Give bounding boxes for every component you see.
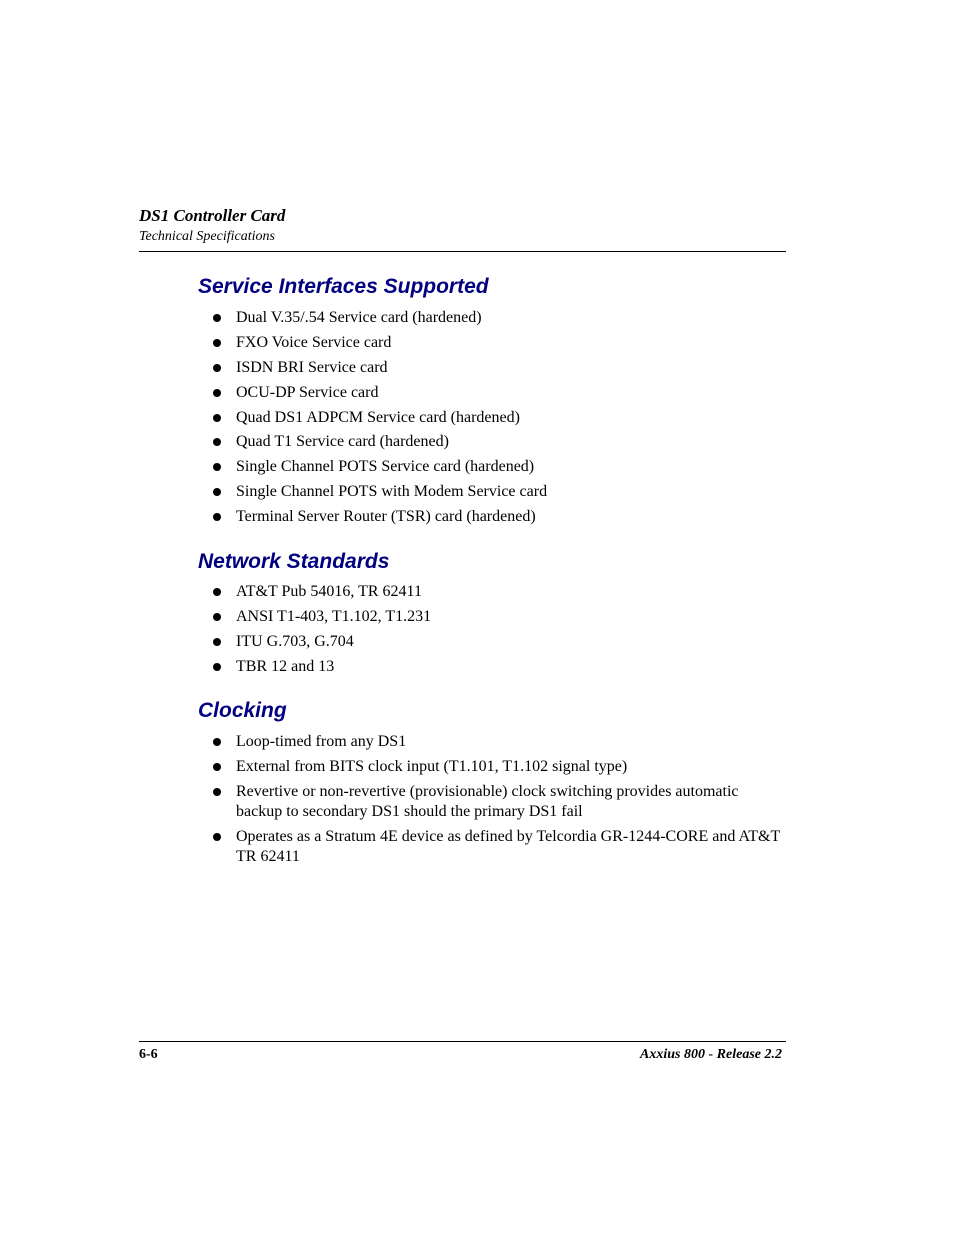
list-item-text: AT&T Pub 54016, TR 62411 <box>236 583 422 600</box>
bullet-list <box>198 308 788 527</box>
footer-divider <box>139 1041 786 1042</box>
bullet-icon <box>213 788 221 796</box>
list-item-text: TBR 12 and 13 <box>236 658 335 675</box>
list-item-text: Dual V.35/.54 Service card (hardened) <box>236 309 482 326</box>
bullet-icon <box>213 638 221 646</box>
list-item <box>198 607 788 627</box>
list-item <box>198 582 788 602</box>
bullet-icon <box>213 389 221 397</box>
list-item <box>198 358 788 378</box>
section-network-standards <box>198 549 788 682</box>
section-service-interfaces <box>198 274 788 532</box>
bullet-icon <box>213 364 221 372</box>
list-item <box>198 657 788 677</box>
list-item-text: ANSI T1-403, T1.102, T1.231 <box>236 608 432 625</box>
list-item-text: Quad T1 Service card (hardened) <box>236 433 449 451</box>
list-item-text: Loop-timed from any DS1 <box>236 733 407 750</box>
list-item-text: Operates as a Stratum 4E device as defined by Telcordia GR-1244-CORE and AT&T TR 62411 <box>236 828 780 865</box>
list-item <box>198 732 788 752</box>
list-item-text: FXO Voice Service card <box>236 333 392 351</box>
bullet-icon <box>213 414 221 422</box>
list-item <box>198 482 788 502</box>
section-title: Network Standards <box>198 550 390 573</box>
list-item-text: Single Channel POTS Service card (hardened) <box>236 458 535 476</box>
list-item <box>198 408 788 428</box>
bullet-icon <box>213 314 221 322</box>
running-header <box>139 205 786 246</box>
bullet-icon <box>213 339 221 347</box>
list-item-text: Revertive or non-revertive (provisionable) clock switching provides automatic backup to secondary DS1 should the primary DS1 fail <box>236 783 739 820</box>
bullet-icon <box>213 613 221 621</box>
bullet-icon <box>213 833 221 841</box>
page-number: 6-6 <box>139 1047 158 1062</box>
list-item-text: Terminal Server Router (TSR) card (hardened) <box>236 508 536 526</box>
section-title: Service Interfaces Supported <box>198 275 489 298</box>
list-item <box>198 757 788 777</box>
section-clocking <box>198 698 788 872</box>
list-item <box>198 457 788 477</box>
bullet-icon <box>213 513 221 521</box>
list-item <box>198 333 788 353</box>
header-divider <box>139 251 786 252</box>
list-item <box>198 308 788 328</box>
list-item-text: External from BITS clock input (T1.101, T1.102 signal type) <box>236 758 628 775</box>
bullet-icon <box>213 488 221 496</box>
list-item <box>198 782 788 822</box>
list-item <box>198 507 788 527</box>
list-item <box>198 383 788 403</box>
bullet-icon <box>213 763 221 771</box>
list-item-text: OCU-DP Service card <box>236 383 379 401</box>
section-title: Clocking <box>198 699 287 722</box>
list-item <box>198 632 788 652</box>
list-item <box>198 827 788 867</box>
bullet-icon <box>213 663 221 671</box>
product-release: Axxius 800 - Release 2.2 <box>640 1047 782 1062</box>
list-item-text: ISDN BRI Service card <box>236 358 388 376</box>
document-title: DS1 Controller Card <box>139 206 286 225</box>
bullet-icon <box>213 588 221 596</box>
document-subtitle: Technical Specifications <box>139 229 275 244</box>
list-item-text: Quad DS1 ADPCM Service card (hardened) <box>236 408 520 426</box>
bullet-list <box>198 582 788 677</box>
bullet-list <box>198 732 788 867</box>
bullet-icon <box>213 463 221 471</box>
list-item <box>198 432 788 452</box>
bullet-icon <box>213 738 221 746</box>
bullet-icon <box>213 438 221 446</box>
list-item-text: ITU G.703, G.704 <box>236 633 354 650</box>
list-item-text: Single Channel POTS with Modem Service card <box>236 483 548 501</box>
